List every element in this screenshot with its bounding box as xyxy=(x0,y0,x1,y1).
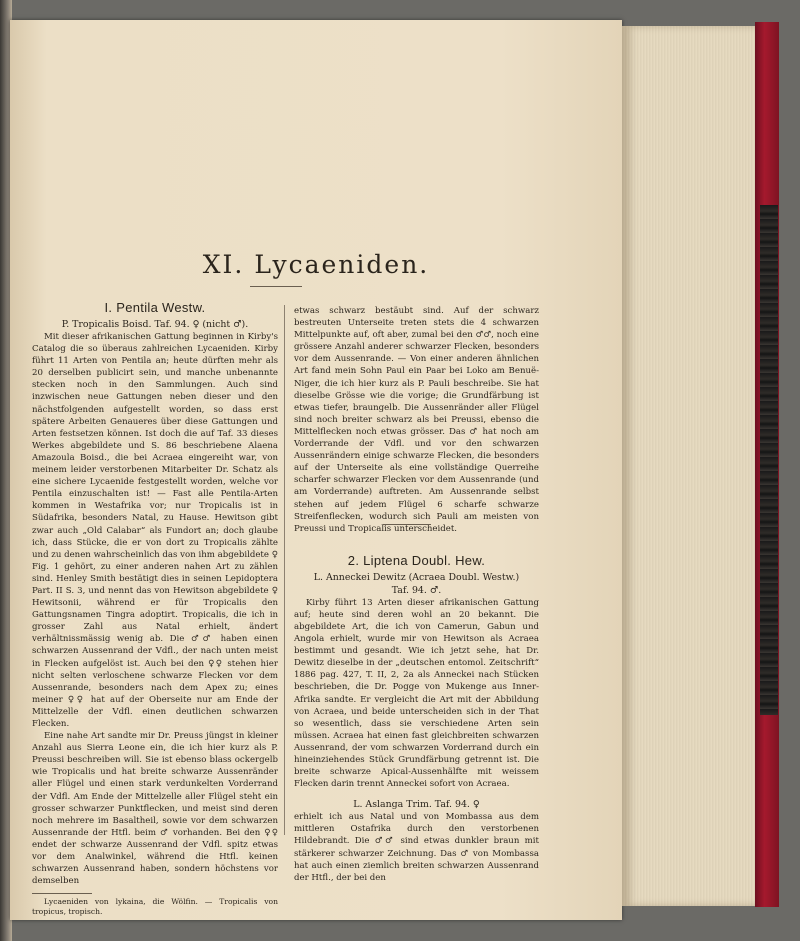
species-heading-anneckei-plate: Taf. 94. ♂. xyxy=(391,584,442,596)
species-heading-aslanga: L. Aslanga Trim. Taf. 94. ♀ xyxy=(353,799,480,811)
section-heading-pentila: I. Pentila Westw. xyxy=(104,300,206,315)
column-divider xyxy=(284,305,285,835)
page-edges xyxy=(622,26,757,906)
paragraph: Mit dieser afrikanischen Gattung beginnen in Kirby's Catalog die so überaus zahlreichen Lycaeniden. Kirby führt 11 Arten von Pentila an; heute dürften mehr als 20 derselben publicirt sein, und manche unbenannte stecken noch in den Sammlungen. Auch sind inzwischen neue Gattungen neben dieser und den nächstfolgenden aufgestellt worden, so dass erst spätere Arbeiten Genaueres über diese Gattungen und Arten festsetzen können. Ist doch die auf Taf. 33 dieses Werkes abgebildete und S. 86 beschriebene Alaena Amazoula Boisd., die bei Acraea eingereiht war, von meinem leider verstorbenen Mitarbeiter Dr. Schatz als eine sichere Lycaenide festgestellt worden, welche vor Pentila einzuschalten ist! — Fast alle Pentila-Arten kommen in Westafrika vor; nur Tropicalis ist in Südafrika, besonders Natal, zu Hause. Hewitson gibt zwar auch „Old Calabar“ als Fundort an; doch glaube ich, dass Stücke, die er von dort zu Tropicalis zählte und zu denen wahrscheinlich das von ihm abgebildete ♀ Fig. 1 gehört, zu einer anderen nahen Art zu zählen sind. Henley Smith bestätigt dies in seinen Lepidoptera Part. II S. 3, und nennt das von Hewitson abgebildete ♀ Hewitsonii, während er für Tropicalis den Gattungsnamen Tingra adoptirt. Tropicalis, die ich in grosser Zahl aus Natal erhielt, ändert verhältnissmässig wenig ab. Die ♂♂ haben einen schwarzen Aussenrand der Vdfl., der nach unten meist in Flecken aufgelöst ist. Auch bei den ♀♀ stehen hier nicht selten verloschene schwarze Flecken vor dem Aussenrande, besonders nach dem Apex zu; eines meiner ♀♀ hat auf der Oberseite nur am Ende der Mittelzelle der Vdfl. einen deutlichen schwarzen Flecken. xyxy=(32,332,278,729)
paragraph: erhielt ich aus Natal und von Mombassa aus dem mittleren Ostafrika durch den verstorbenen Hildebrandt. Die ♂♂ sind etwas dunkler braun mit stärkerer schwarzer Zeichnung. Das ♂ von Mombassa hat auch einen ziemlich breiten schwarzen Aussenrand der Htfl., der bei den xyxy=(294,812,539,883)
paragraph: etwas schwarz bestäubt sind. Auf der schwarz bestreuten Unterseite treten stets die 4 schwarzen Mittelpunkte auf, oft aber, zumal bei den ♂♂, noch eine grössere Anzahl anderer schwarzer Flecken, besonders vor dem Aussenrande. — Von einer anderen ähnlichen Art fand mein Sohn Paul ein Paar bei Loko am Benuë-Niger, die ich hier kurz als P. Pauli beschreibe. Sie hat dieselbe Grösse wie die vorige; die Grundfärbung ist etwas tiefer, braungelb. Die Aussenränder aller Flügel sind noch breiter schwarz als bei Preussi, ebenso die Mittelflecken noch etwas grösser. Das ♂ hat noch am Vorderrande der Vdfl. und vor den schwarzen Aussenrändern einige schwarze Flecken, die besonders auf der Unterseite als eine vollständige Querreihe scharfer schwarzer Flecken vor dem Aussenrande (und am Vorderrande) auftreten. Am Aussenrande selbst stehen auf jedem Flügel 6 scharfe schwarze Streifenflecken, wodurch sich Pauli am meisten von Preussi und Tropicalis unterscheidet. xyxy=(294,306,539,534)
footnote: Lycaeniden von lykaina, die Wölfin. — Tropicalis von tropicus, tropisch. xyxy=(32,897,278,917)
section-ornament xyxy=(383,524,431,527)
species-heading-anneckei: L. Anneckei Dewitz (Acraea Doubl. Westw.) xyxy=(313,571,520,583)
footnote-rule xyxy=(32,893,92,894)
species-heading-tropicalis: P. Tropicalis Boisd. Taf. 94. ♀ (nicht ♂). xyxy=(61,319,249,330)
left-column xyxy=(32,300,278,917)
title-ornament xyxy=(250,286,302,289)
spine-marbling xyxy=(760,205,778,715)
paragraph: Kirby führt 13 Arten dieser afrikanischen Gattung auf; heute sind deren wohl an 20 bekannt. Die abgebildete Art, die ich von Camerun, Gabun und Angola erhielt, wurde mir von Hewitson als Acraea bestimmt und gesandt. Wie ich jetzt sehe, hat Dr. Dewitz dieselbe in der „deutschen entomol. Zeitschrift“ 1886 pag. 427, T. II, 2, 2a als Anneckei nach Stücken beschrieben, die Dr. Pogge von Mukenge aus Inner-Afrika sandte. Er vergleicht die Art mit der Abbildung von Acraea, und beide unterscheiden sich in der That so wesentlich, dass sie verschiedene Arten sein müssen. Acraea hat einen fast gleichbreiten schwarzen Aussenrand, der vom schwarzen Vorderrand durch ein hineinziehendes Stück Grundfärbung getrennt ist. Die breite schwarze Apical-Aussenhälfte mit weissem Flecken darin trennt Anneckei sofort von Acraea. xyxy=(294,597,539,790)
section-heading-liptena: 2. Liptena Doubl. Hew. xyxy=(347,552,486,568)
paragraph: Eine nahe Art sandte mir Dr. Preuss jüngst in kleiner Anzahl aus Sierra Leone ein, die ich hier kurz als P. Preussi beschreiben will. Sie ist ebenso blass ockergelb wie Tropicalis und hat breite schwarze Aussenränder aller Flügel und einen stark verdunkelten Vorderrand der Vdfl. Am Ende der Mittelzelle aller Flügel steht ein grosser schwarzer Punktflecken, und meist sind deren noch mehrere im Basaltheil, sowie vor dem schwarzen Aussenrande der Htfl. beim ♂ vorhanden. Bei den ♀♀ endet der schwarze Aussenrand der Vdfl. spitz etwas vor dem Analwinkel, während die Htfl. keinen schwarzen Aussenrand haben, sondern höchstens vor demselben xyxy=(32,731,278,887)
right-column xyxy=(294,305,539,884)
page-title: XI. Lycaeniden. xyxy=(202,250,430,279)
